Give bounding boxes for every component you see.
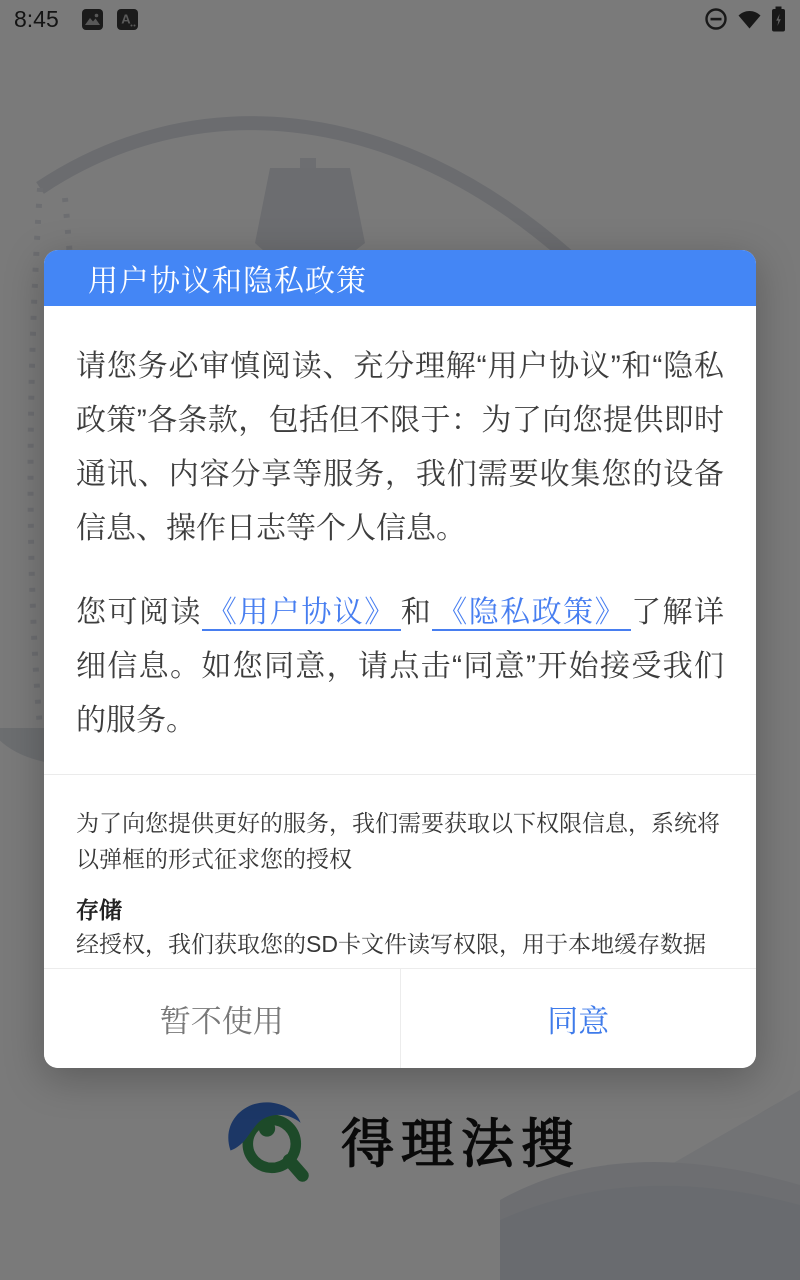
paragraph2-suffix: 了解详细信息。如您同意，请点击“同意”开始接受我们的服务。: [76, 596, 725, 737]
user-agreement-link[interactable]: 《用户协议》: [202, 596, 401, 631]
permission-desc: 经授权，我们获取您的SD卡文件读写权限，用于本地缓存数据: [76, 931, 706, 957]
permission-section: [44, 775, 756, 961]
consent-paragraph-2: [76, 586, 724, 748]
dialog-body: [44, 306, 756, 748]
paragraph2-middle: 和: [400, 596, 433, 629]
privacy-policy-link[interactable]: 《隐私政策》: [432, 596, 631, 631]
consent-paragraph-1: 请您务必审慎阅读、充分理解“用户协议”和“隐私政策”各条款，包括但不限于：为了向您提供即时通讯、内容分享等服务，我们需要收集您的设备信息、操作日志等个人信息。: [76, 350, 724, 545]
paragraph2-prefix: 您可阅读: [76, 596, 202, 629]
dialog-footer: [44, 968, 756, 1068]
decline-button[interactable]: 暂不使用: [44, 969, 400, 1068]
dialog-header: [44, 250, 756, 306]
agree-button[interactable]: 同意: [401, 969, 757, 1068]
privacy-consent-dialog: [44, 250, 756, 1068]
permission-intro: 为了向您提供更好的服务，我们需要获取以下权限信息，系统将以弹框的形式征求您的授权: [76, 810, 720, 872]
dialog-title: 用户协议和隐私政策: [88, 265, 367, 298]
permission-name: 存储: [76, 897, 122, 923]
